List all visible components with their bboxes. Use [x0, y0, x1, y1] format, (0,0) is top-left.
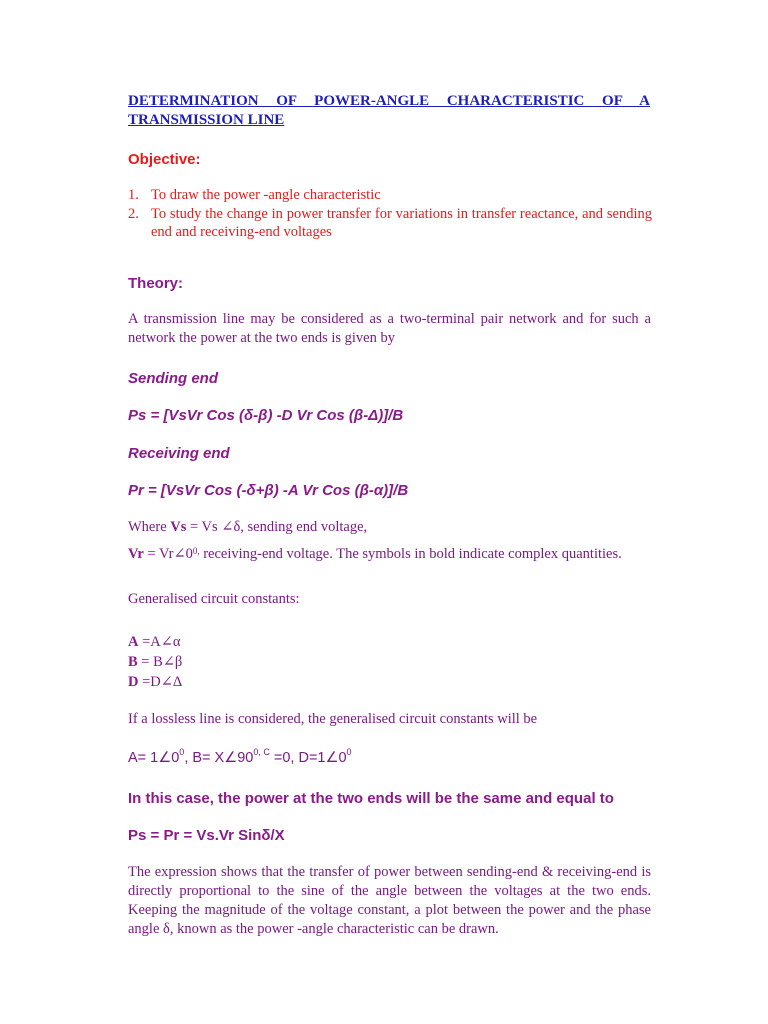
lossless-eq-sup: 0 [179, 747, 185, 757]
vr-equation: = Vr∠0 [143, 546, 193, 562]
constant-a [128, 632, 181, 652]
objective-item-text: To draw the power -angle characteristic [151, 187, 381, 203]
document-title-line1: DETERMINATION OF POWER-ANGLE CHARACTERISTIC OF A [128, 93, 650, 109]
expression-paragraph: The expression shows that the transfer of power between sending-end & receiving-end is directly proportional to the sine of the angle between the voltages at the two ends. Keeping the magnitude of the voltage constant, a plot between the power and the phase angle δ, known as the power -angle characteristic can be drawn. [128, 864, 651, 937]
lossless-eq-part: A= 1∠0 [128, 750, 180, 766]
sending-end-equation: Ps = [VsVr Cos (δ-β) -D Vr Cos (β-Δ)]/B [128, 407, 404, 424]
receiving-end-heading: Receiving end [128, 445, 230, 462]
generalised-constants-label: Generalised circuit constants: [128, 591, 300, 607]
objective-item [128, 186, 652, 205]
objective-heading: Objective: [128, 151, 201, 168]
objective-list [128, 186, 652, 242]
constant-b-symbol: B [128, 654, 138, 670]
where-suffix: = Vs ∠δ, sending end voltage, [186, 519, 368, 535]
constant-d-symbol: D [128, 674, 139, 690]
vs-symbol: Vs [170, 519, 187, 535]
lossless-constants-equation [128, 747, 352, 766]
vr-description: receiving-end voltage. The symbols in bold indicate complex quantities. [199, 546, 622, 562]
constant-a-symbol: A [128, 634, 139, 650]
theory-intro-paragraph: A transmission line may be considered as a two-terminal pair network and for such a network the power at the two ends is given by [128, 311, 651, 346]
where-prefix: Where [128, 519, 171, 535]
power-equation: Ps = Pr = Vs.Vr Sinδ/X [128, 827, 285, 844]
lossless-eq-sup: 0 [346, 747, 352, 757]
lossless-eq-sup: 0, C [253, 747, 270, 757]
theory-heading: Theory: [128, 275, 184, 292]
vr-symbol: Vr [128, 546, 144, 562]
sending-end-heading: Sending end [128, 370, 218, 387]
constant-d [128, 672, 182, 692]
where-vs-line [128, 518, 367, 537]
receiving-end-equation: Pr = [VsVr Cos (-δ+β) -A Vr Cos (β-α)]/B [128, 482, 409, 499]
vr-paragraph [128, 545, 651, 564]
constant-b [128, 652, 182, 672]
document-title-line2: TRANSMISSION LINE [128, 112, 285, 128]
lossless-line-text: If a lossless line is considered, the generalised circuit constants will be [128, 711, 538, 727]
objective-item-number: 2. [128, 205, 139, 222]
constant-b-value: = B∠β [137, 654, 183, 670]
constant-d-value: =D∠Δ [138, 674, 183, 690]
objective-item [128, 205, 652, 242]
objective-item-text: To study the change in power transfer for variations in transfer reactance, and sending end and receiving-end voltages [151, 205, 652, 240]
same-power-statement: In this case, the power at the two ends will be the same and equal to [128, 790, 614, 807]
constant-a-value: =A∠α [138, 634, 181, 650]
lossless-eq-part: =0, D=1∠0 [269, 750, 347, 766]
objective-item-number: 1. [128, 187, 139, 203]
vr-superscript: 0, [192, 546, 200, 556]
lossless-eq-part: , B= X∠90 [184, 750, 254, 766]
